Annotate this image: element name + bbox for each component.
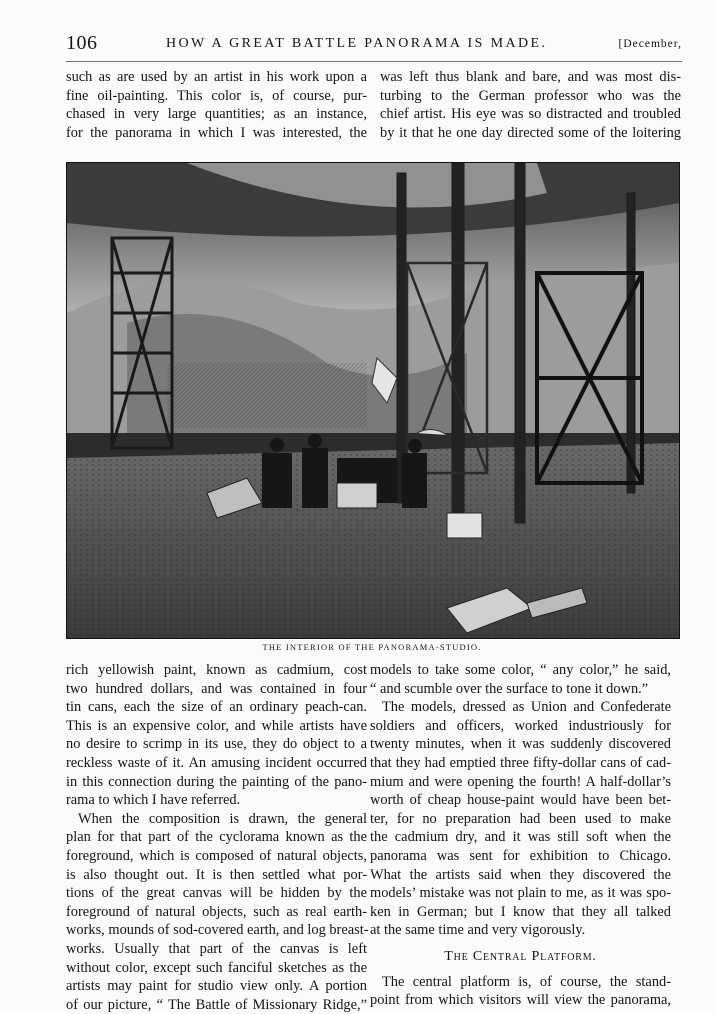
text-line: tions of the great canvas will be hidden by the <box>66 885 367 902</box>
text-line: no desire to scrimp in its use, they do object to a <box>66 736 367 753</box>
text-line: This is an expensive color, and while artists have <box>66 717 367 734</box>
text-line: The central platform is, of course, the stand- <box>382 973 671 990</box>
text-line: fine oil-painting. This color is, of course, pur- <box>66 87 367 104</box>
text-line: models’ mistake was not plain to me, as it was spo- <box>370 885 671 902</box>
text-line: models to take some color, “ any color,” he said, <box>370 662 671 678</box>
text-line: point from which visitors will view the panorama, <box>370 992 671 1009</box>
text-line: two hundred dollars, and was contained in four <box>66 680 367 697</box>
bottom-left-column <box>66 661 367 1014</box>
text-line: chief artist. His eye was so distracted and troubled <box>380 106 681 123</box>
text-line: in this connection during the painting of the pano- <box>66 773 367 790</box>
text-line: chased in very large quantities; as an instance, <box>66 106 367 123</box>
header-rule <box>66 61 682 62</box>
text-line: The models, dressed as Union and Confederate <box>382 699 671 716</box>
text-line: When the composition is drawn, the general <box>78 810 367 827</box>
text-line: “ and scumble over the surface to tone it down.” <box>370 680 649 697</box>
text-line: was left thus blank and bare, and was most dis- <box>380 69 681 85</box>
section-subheading: The Central Platform. <box>444 948 597 964</box>
text-line: without color, except such fanciful sketches as the <box>66 959 367 976</box>
panorama-studio-illustration <box>66 162 680 639</box>
text-line: works, mounds of sod-covered earth, and log breast- <box>66 922 369 939</box>
text-line: ken in German; but I know that they all talked <box>370 903 671 920</box>
top-left-column <box>66 68 367 142</box>
text-line: works. Usually that part of the canvas is left <box>66 940 367 957</box>
text-line: that they had emptied three fifty-dollar cans of cad- <box>370 754 671 771</box>
text-line: panorama was sent for exhibition to Chicago. <box>370 847 671 864</box>
text-line: ter, for no preparation had been used to make <box>370 810 671 827</box>
text-line: turbing to the German professor who was the <box>380 87 681 104</box>
text-line: is also thought out. It is then settled what por- <box>66 866 367 883</box>
text-line: worth of cheap house-paint would have been bet- <box>370 792 671 809</box>
text-line: foreground of natural objects, such as real earth- <box>66 903 367 920</box>
issue-month: [December, <box>618 38 682 50</box>
running-title: HOW A GREAT BATTLE PANORAMA IS MADE. <box>166 36 548 51</box>
text-line: rama to which I have referred. <box>66 792 241 809</box>
page-number: 106 <box>66 32 98 54</box>
text-line: rich yellowish paint, known as cadmium, cost <box>66 662 367 678</box>
text-line: soldiers and officers, worked industriously for <box>370 717 671 734</box>
text-line: tin cans, each the size of an ordinary peach-can. <box>66 699 367 716</box>
text-line: by it that he one day directed some of the loitering <box>380 124 681 141</box>
text-line: at the same time and very vigorously. <box>370 922 586 939</box>
text-line: the cadmium dry, and it was still soft when the <box>370 829 671 846</box>
text-line: of our picture, “ The Battle of Missionary Ridge,” <box>66 996 367 1013</box>
engraving-art <box>67 163 679 638</box>
text-line: mium and were opening the fourth! A half-dollar’s <box>370 773 671 790</box>
text-line: What the artists said when they discovered the <box>370 866 671 883</box>
bottom-right-column <box>370 661 671 1010</box>
running-header <box>66 26 682 52</box>
figure-caption: THE INTERIOR OF THE PANORAMA-STUDIO. <box>262 642 482 652</box>
text-line: such as are used by an artist in his work upon a <box>66 69 367 85</box>
text-line: reckless waste of it. An amusing incident occurred <box>66 754 367 771</box>
text-line: twenty minutes, when it was suddenly discovered <box>370 736 671 753</box>
top-right-column <box>380 68 681 142</box>
text-line: foreground, which is composed of natural objects, <box>66 847 367 864</box>
text-line: for the panorama in which I was interested, the <box>66 124 367 141</box>
text-line: artists may paint for studio view only. A portion <box>66 978 367 995</box>
text-line: plan for that part of the cyclorama known as the <box>66 829 367 846</box>
